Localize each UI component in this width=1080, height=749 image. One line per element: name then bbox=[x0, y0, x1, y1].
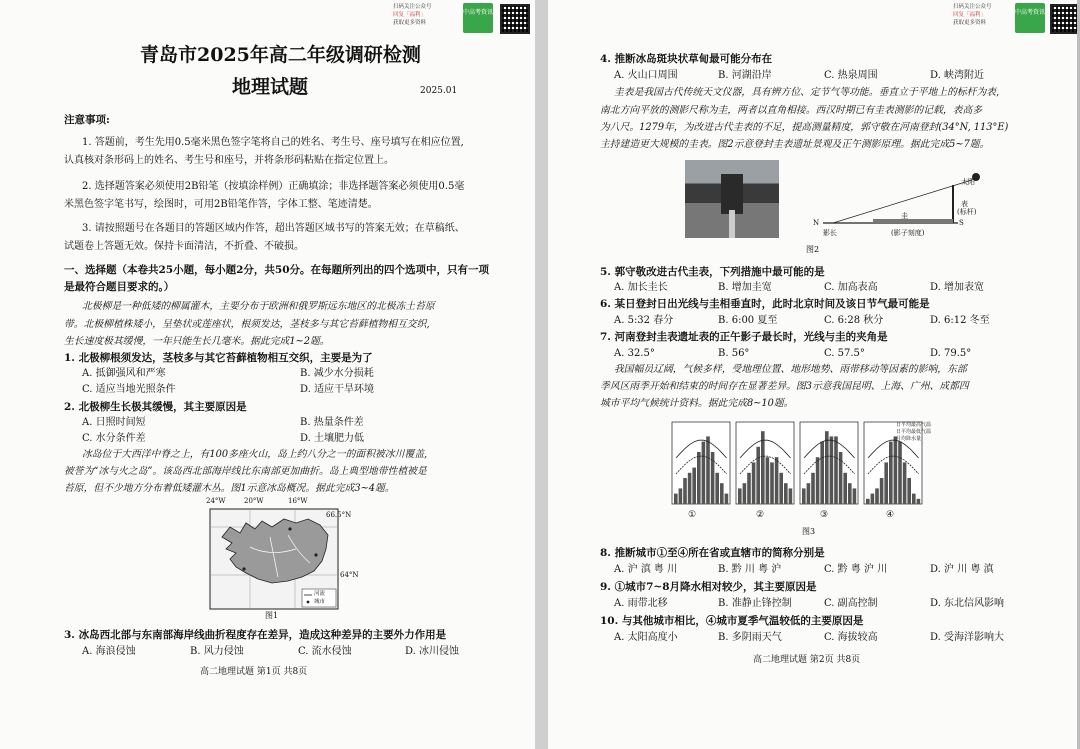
figure-2-caption: 图2 bbox=[806, 245, 820, 254]
exam-title: 青岛市2025年高二年级调研检测 bbox=[140, 44, 421, 66]
notice-2a: 2. 选择题答案必须使用2B铅笔（按填涂样例）正确填涂；非选择题答案必须使用0.5毫 bbox=[82, 181, 465, 192]
q10-option-d: D. 受海洋影响大 bbox=[930, 632, 1005, 643]
climate-chart-bar bbox=[816, 457, 820, 504]
q1-option-b: B. 减少水分损耗 bbox=[300, 368, 374, 379]
qr-code[interactable] bbox=[500, 4, 530, 34]
promo-badge: 中高考资讯 bbox=[463, 3, 493, 33]
label-south: S bbox=[959, 219, 964, 227]
climate-chart-bar bbox=[830, 436, 834, 504]
section-heading-a: 一、选择题（本卷共25小题，每小题2分，共50分。在每题所列出的四个选项中，只有一项 bbox=[64, 264, 490, 276]
climate-chart-bar bbox=[752, 462, 756, 504]
climate-chart-bar bbox=[697, 452, 701, 504]
q2-option-b: B. 热量条件差 bbox=[300, 417, 364, 428]
q8-option-d: D. 沪 川 粤 滇 bbox=[930, 564, 994, 575]
climate-chart-bar bbox=[875, 488, 879, 504]
q1-option-a: A. 抵御强风和严寒 bbox=[82, 368, 166, 379]
climate-chart-bar bbox=[807, 483, 811, 504]
passage-4-line: 我国幅员辽阔，气候多样，受地理位置、地形地势、雨带移动等因素的影响，东部 bbox=[614, 364, 967, 375]
climate-chart-bar bbox=[770, 462, 774, 504]
page-footer: 高二地理试题 第1页 共8页 bbox=[200, 667, 308, 677]
q5-option-d: D. 增加表宽 bbox=[930, 282, 985, 293]
q10-option-b: B. 多阴雨天气 bbox=[718, 632, 782, 643]
climate-chart-bar bbox=[756, 447, 760, 504]
climate-chart-bar bbox=[871, 494, 875, 504]
climate-chart-bar bbox=[702, 442, 706, 504]
label-gnomon-pole: (标杆) bbox=[957, 208, 977, 216]
q9-option-c: C. 副高控制 bbox=[824, 598, 878, 609]
legend-city: 城市 bbox=[314, 599, 326, 605]
q7-option-d: D. 79.5° bbox=[930, 348, 972, 359]
climate-chart-bar bbox=[766, 457, 770, 504]
q7-option-c: C. 57.5° bbox=[824, 348, 865, 359]
question-4: 4. 推断冰岛斑块状草甸最可能分布在 bbox=[600, 53, 773, 65]
passage-1-line: 生长速度极其缓慢，一年只能生长几毫米。据此完成1~2题。 bbox=[64, 336, 330, 347]
climate-chart-bar bbox=[898, 442, 902, 504]
lon-label: 16°W bbox=[288, 497, 308, 505]
city-label-4: ④ bbox=[886, 510, 895, 520]
figure-1-caption: 图1 bbox=[265, 611, 279, 620]
label-shadow-scale: (影子刻度) bbox=[891, 229, 925, 237]
q4-option-c: C. 热泉周围 bbox=[824, 70, 878, 81]
q1-option-d: D. 适应干旱环境 bbox=[300, 384, 375, 395]
climate-chart-bar bbox=[688, 473, 692, 504]
climate-chart-bar bbox=[884, 462, 888, 504]
q9-option-a: A. 雨带北移 bbox=[614, 598, 668, 609]
q3-option-c: C. 流水侵蚀 bbox=[298, 646, 352, 657]
lon-label: 20°W bbox=[244, 497, 264, 505]
figure-2-diagram bbox=[813, 165, 993, 240]
exam-page-1 bbox=[0, 0, 535, 749]
question-8: 8. 推断城市①至④所在省或直辖市的简称分别是 bbox=[600, 547, 825, 559]
passage-2-line: 冰岛位于大西洋中脊之上，有100多座火山，岛上约八分之一的面积被冰川覆盖, bbox=[82, 449, 428, 460]
q6-option-d: D. 6:12 冬至 bbox=[930, 315, 990, 326]
exam-page-2 bbox=[548, 0, 1080, 749]
climate-chart-bar bbox=[692, 468, 696, 504]
figure-3-caption: 图3 bbox=[802, 527, 816, 536]
qr-code[interactable] bbox=[1050, 4, 1080, 34]
passage-3-line: 圭表是我国古代传统天文仪器，具有辨方位、定节气等功能。垂直立于平地上的标杆为表, bbox=[614, 87, 1000, 98]
climate-chart-bar bbox=[761, 431, 765, 504]
label-shadow-length: 影长 bbox=[823, 229, 837, 237]
city-label-1: ① bbox=[688, 510, 697, 520]
q10-option-c: C. 海拔较高 bbox=[824, 632, 878, 643]
climate-chart-bar bbox=[843, 473, 847, 504]
q4-option-d: D. 峡湾附近 bbox=[930, 70, 985, 81]
q3-option-d: D. 冰川侵蚀 bbox=[405, 646, 460, 657]
figure-1-iceland-map bbox=[200, 497, 360, 625]
q2-option-d: D. 土壤肥力低 bbox=[300, 433, 365, 444]
notice-1b: 认真核对条形码上的姓名、考生号和座号，并将条形码粘贴在指定位置上。 bbox=[64, 155, 394, 166]
climate-chart-bar bbox=[903, 462, 907, 504]
notice-1a: 1. 答题前，考生先用0.5毫米黑色签字笔将自己的姓名、考生号、座号填写在相应位置, bbox=[82, 137, 464, 148]
q9-option-b: B. 准静止锋控制 bbox=[718, 598, 792, 609]
page-footer: 高二地理试题 第2页 共8页 bbox=[753, 655, 861, 665]
question-10: 10. 与其他城市相比，④城市夏季气温较低的主要原因是 bbox=[600, 615, 864, 627]
figure-2-photo bbox=[685, 160, 779, 238]
question-6: 6. 某日登封日出光线与圭相垂直时，此时北京时间及该日节气最可能是 bbox=[600, 298, 930, 310]
climate-chart-bar bbox=[706, 436, 710, 504]
q4-option-b: B. 河湖沿岸 bbox=[718, 70, 772, 81]
climate-chart-bar bbox=[907, 478, 911, 504]
climate-chart-bar bbox=[880, 478, 884, 504]
label-north: N bbox=[813, 219, 820, 227]
passage-3-line: 南北方向平放的测影尺称为圭，两者以直角相接。西汉时期已有圭表测影的记载，表高多 bbox=[600, 105, 983, 116]
lon-label: 24°W bbox=[206, 497, 226, 505]
gui-path bbox=[729, 210, 735, 238]
q3-option-b: B. 风力侵蚀 bbox=[190, 646, 244, 657]
q8-option-a: A. 沪 滇 粤 川 bbox=[614, 564, 678, 575]
climate-chart-bar bbox=[917, 499, 921, 504]
q7-option-b: B. 56° bbox=[718, 348, 750, 359]
notice-2b: 米黑色签字笔书写，绘图时，可用2B铅笔作答，字体工整、笔迹清楚。 bbox=[64, 199, 378, 210]
question-1: 1. 北极柳根须发达，茎枝多与其它苔藓植物相互交织，主要是为了 bbox=[64, 352, 373, 364]
page-gap bbox=[535, 0, 548, 749]
climate-chart-bar bbox=[775, 457, 779, 504]
climate-chart-bar bbox=[834, 436, 838, 504]
qr-promo-text: 扫码关注公众号 回复「福利」 获取更多资料 bbox=[953, 4, 992, 26]
climate-chart-bar bbox=[825, 431, 829, 504]
promo-badge: 中高考资讯 bbox=[1015, 3, 1045, 33]
climate-chart-bar bbox=[848, 483, 852, 504]
question-9: 9. ①城市7~8月降水相对较少，其主要原因是 bbox=[600, 581, 817, 593]
question-5: 5. 郭守敬改进古代圭表，下列措施中最可能的是 bbox=[600, 266, 825, 278]
q8-option-b: B. 黔 川 粤 沪 bbox=[718, 564, 782, 575]
climate-chart-bar bbox=[811, 473, 815, 504]
notice-3a: 3. 请按照题号在各题目的答题区域内作答，超出答题区域书写的答案无效；在草稿纸、 bbox=[82, 223, 465, 234]
q1-option-c: C. 适应当地光照条件 bbox=[82, 384, 176, 395]
city-label-3: ③ bbox=[820, 510, 829, 520]
passage-3-line: 主持建造更大规模的圭表。图2示意登封圭表遗址景观及正午测影原理。据此完成5~7题。 bbox=[600, 139, 990, 150]
climate-chart-bar bbox=[784, 483, 788, 504]
label-sun: 太阳 bbox=[961, 178, 975, 186]
q5-option-a: A. 加长圭长 bbox=[614, 282, 668, 293]
q6-option-c: C. 6:28 秋分 bbox=[824, 315, 884, 326]
fig3-legend: 日平均最高气温 日平均最低气温 月均降水量 bbox=[896, 422, 932, 442]
climate-chart-bar bbox=[866, 499, 870, 504]
qr-promo-text: 扫码关注公众号 回复「福利」 获取更多资料 bbox=[393, 4, 432, 26]
q10-option-a: A. 太阳高度小 bbox=[614, 632, 678, 643]
q2-option-c: C. 水分条件差 bbox=[82, 433, 146, 444]
climate-chart-bar bbox=[789, 488, 793, 504]
lat-label: 64°N bbox=[340, 571, 359, 579]
passage-4-line: 城市平均气候统计资料。据此完成8~10题。 bbox=[600, 398, 794, 409]
question-2: 2. 北极柳生长极其缓慢，其主要原因是 bbox=[64, 401, 247, 413]
section-heading-b: 是最符合题目要求的。） bbox=[64, 281, 175, 293]
passage-4-line: 季风区雨季开始和结束的时间存在显著差异。图3示意我国昆明、上海、广州、成都四 bbox=[600, 381, 969, 392]
climate-chart-bar bbox=[725, 494, 729, 504]
label-gnomon: 表 bbox=[961, 200, 968, 208]
q8-option-c: C. 黔 粤 沪 川 bbox=[824, 564, 888, 575]
passage-2-line: 被誉为“冰与火之岛”。该岛西北部海岸线比东南部更加曲折。岛上典型地带性植被是 bbox=[64, 466, 427, 477]
climate-chart-bar bbox=[738, 488, 742, 504]
climate-chart-bar bbox=[894, 436, 898, 504]
climate-chart-bar bbox=[820, 442, 824, 504]
passage-1-line: 带。北极柳植株矮小，呈垫状或莲座状，根须发达，茎枝多与其它苔藓植物相互交织, bbox=[64, 319, 430, 330]
q4-option-a: A. 火山口周围 bbox=[614, 70, 678, 81]
climate-chart-bar bbox=[802, 488, 806, 504]
climate-chart-bar bbox=[720, 483, 724, 504]
passage-3-line: 为八尺。1279年，为改进古代圭表的不足，提高测量精度，郭守敬在河南登封(34°N, 113°E) bbox=[600, 122, 1009, 133]
climate-chart-bar bbox=[674, 494, 678, 504]
exam-date: 2025.01 bbox=[420, 86, 458, 96]
climate-chart-bar bbox=[683, 478, 687, 504]
q6-option-b: B. 6:00 夏至 bbox=[718, 315, 778, 326]
q9-option-d: D. 东北信风影响 bbox=[930, 598, 1005, 609]
climate-chart-bar bbox=[779, 473, 783, 504]
climate-chart-bar bbox=[679, 488, 683, 504]
figure-3-climate-charts bbox=[658, 418, 958, 522]
q3-option-a: A. 海浪侵蚀 bbox=[82, 646, 136, 657]
passage-2-line: 苔原，但不少地方分布着低矮灌木丛。图1示意冰岛概况。据此完成3~4题。 bbox=[64, 483, 395, 494]
q2-option-a: A. 日照时间短 bbox=[82, 417, 146, 428]
q7-option-a: A. 32.5° bbox=[614, 348, 655, 359]
legend-river: 河流 bbox=[314, 591, 326, 597]
climate-chart-bar bbox=[912, 494, 916, 504]
q5-option-c: C. 加高表高 bbox=[824, 282, 878, 293]
q6-option-a: A. 5:32 春分 bbox=[614, 315, 674, 326]
city-label-2: ② bbox=[756, 510, 765, 520]
exam-subtitle: 地理试题 bbox=[232, 76, 309, 98]
q5-option-b: B. 增加圭宽 bbox=[718, 282, 772, 293]
label-gui: 圭 bbox=[901, 212, 908, 220]
notice-heading: 注意事项: bbox=[64, 114, 110, 126]
climate-chart-bar bbox=[747, 473, 751, 504]
climate-chart-bar bbox=[889, 442, 893, 504]
question-3: 3. 冰岛西北部与东南部海岸线曲折程度存在差异，造成这种差异的主要外力作用是 bbox=[64, 629, 447, 641]
climate-chart-bar bbox=[743, 483, 747, 504]
passage-1-line: 北极柳是一种低矮的柳属灌木，主要分布于欧洲和俄罗斯远东地区的北极冻土苔原 bbox=[82, 301, 435, 312]
climate-chart-bar bbox=[715, 473, 719, 504]
climate-chart-bar bbox=[853, 488, 857, 504]
lat-label: 66.5°N bbox=[326, 511, 352, 519]
question-7: 7. 河南登封圭表遗址表的正午影子最长时，光线与圭的夹角是 bbox=[600, 331, 888, 343]
tower-shape bbox=[721, 174, 743, 214]
notice-3b: 试题卷上答题无效。保持卡面清洁，不折叠、不破损。 bbox=[64, 241, 304, 252]
